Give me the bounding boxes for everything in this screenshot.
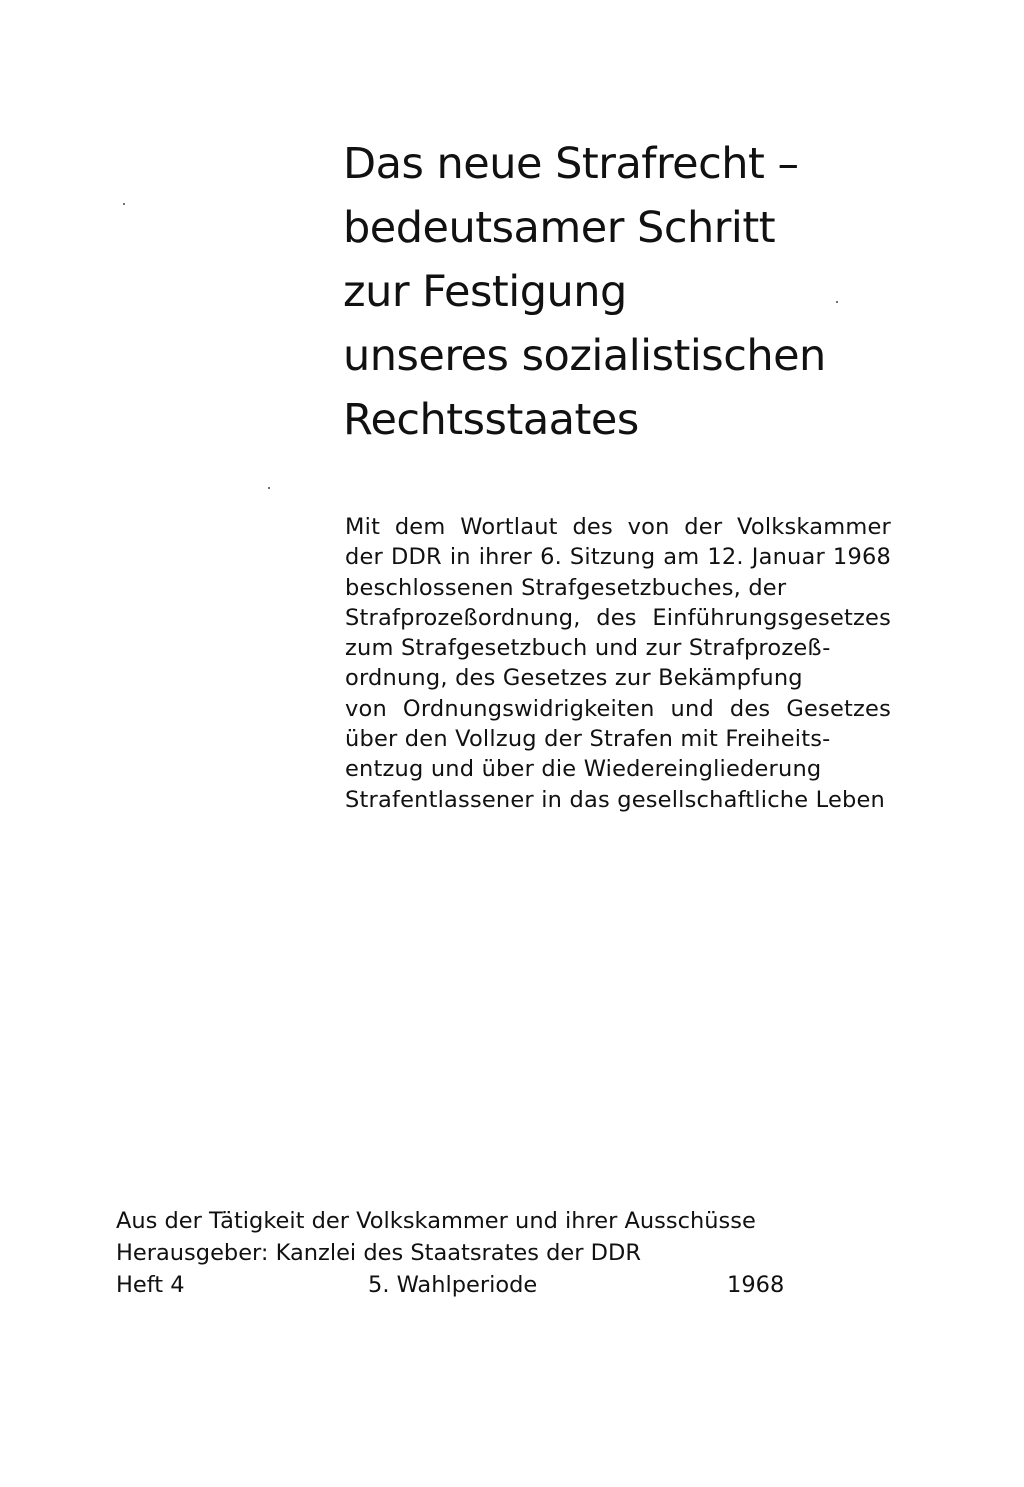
intro-line: von Ordnungswidrigkeiten und des Gesetzes [345,695,891,722]
series-name: Aus der Tätigkeit der Volkskammer und ihrer Ausschüsse [116,1208,756,1234]
paper-speck [123,203,125,205]
intro-line: Mit dem Wortlaut des von der Volkskammer [345,514,891,540]
intro-line: der DDR in ihrer 6. Sitzung am 12. Januar 1968 [345,544,891,571]
electoral-period: 5. Wahlperiode [368,1272,538,1298]
intro-line: Strafprozeßordnung, des Einführungsgesetzes [345,604,891,631]
intro-line: Strafentlassener in das gesellschaftliche Leben [345,786,886,813]
intro-line: ordnung, des Gesetzes zur Bekämpfung [345,665,803,692]
intro-paragraph [345,512,905,815]
title-line: unseres sozialistischen [343,331,826,381]
publication-year: 1968 [727,1272,785,1298]
publication-footer [116,1205,816,1301]
title-line: Das neue Strafrecht – [343,139,799,189]
publisher: Herausgeber: Kanzlei des Staatsrates der DDR [116,1240,641,1266]
paper-speck [836,301,838,303]
issue-row [116,1269,816,1301]
intro-line: beschlossenen Strafgesetzbuches, der [345,574,787,601]
title-line: zur Festigung [343,267,627,317]
intro-line: über den Vollzug der Strafen mit Freiheits- [345,726,831,753]
intro-line: entzug und über die Wiedereingliederung [345,756,822,783]
issue-number: Heft 4 [116,1272,185,1298]
paper-speck [268,487,270,489]
title-line: bedeutsamer Schritt [343,203,776,253]
intro-line: zum Strafgesetzbuch und zur Strafprozeß- [345,635,831,662]
page-title [343,132,983,452]
title-line: Rechtsstaates [343,395,639,445]
